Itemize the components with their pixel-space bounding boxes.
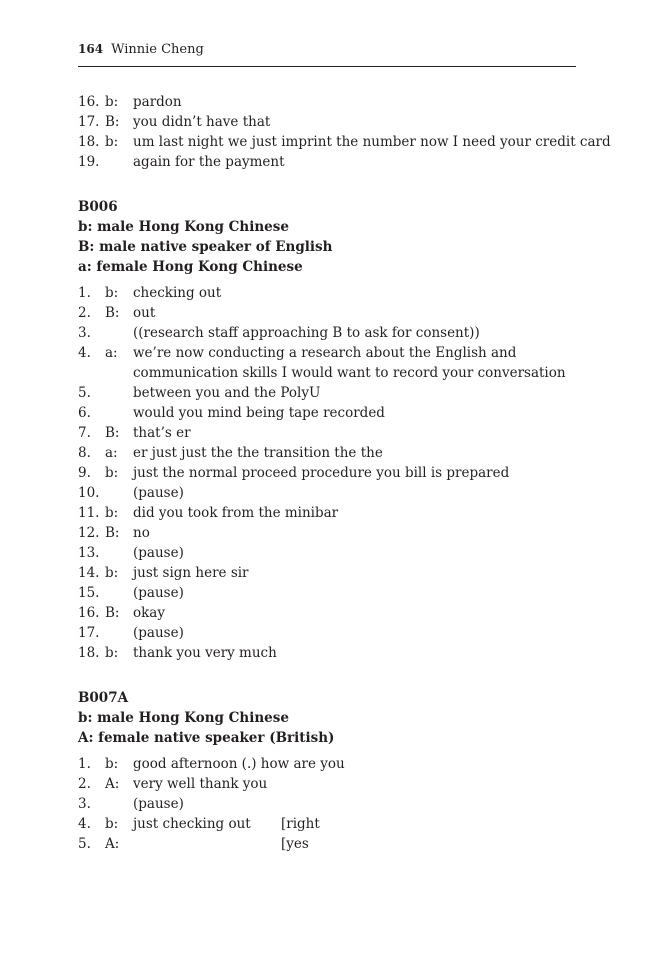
speaker-label: b: xyxy=(105,645,119,661)
line-number: 4. xyxy=(78,816,91,832)
speaker-label: B: xyxy=(105,525,120,541)
transcript-line xyxy=(78,754,576,774)
line-number: 13. xyxy=(78,545,100,561)
transcript-line xyxy=(78,623,576,643)
utterance-text: very well thank you xyxy=(133,776,268,792)
line-number: 1. xyxy=(78,756,91,772)
speaker-label: b: xyxy=(105,465,119,481)
page-number: 164 xyxy=(78,42,104,56)
overlap-marker-text: [yes xyxy=(281,836,309,852)
transcript-line xyxy=(78,774,576,794)
b007a-transcript-lines xyxy=(78,754,576,854)
line-number: 12. xyxy=(78,525,100,541)
line-number: 14. xyxy=(78,565,100,581)
line-number: 7. xyxy=(78,425,91,441)
utterance-text: thank you very much xyxy=(133,645,277,661)
line-number: 8. xyxy=(78,445,91,461)
transcript-line xyxy=(78,423,576,443)
speaker-label: B: xyxy=(105,114,120,130)
section-heading: B007A xyxy=(78,690,129,706)
line-number: 4. xyxy=(78,345,91,361)
running-header xyxy=(78,42,576,67)
speaker-label: b: xyxy=(105,94,119,110)
line-number: 18. xyxy=(78,134,100,150)
transcript-line xyxy=(78,383,576,403)
line-number: 3. xyxy=(78,796,91,812)
transcript-line xyxy=(78,643,576,663)
section-b007a-header xyxy=(78,688,576,748)
transcript-line xyxy=(78,603,576,623)
line-number: 16. xyxy=(78,94,100,110)
speaker-label: b: xyxy=(105,816,119,832)
speaker-label: B: xyxy=(105,605,120,621)
speaker-label: B: xyxy=(105,425,120,441)
transcript-line xyxy=(78,152,576,172)
line-number: 3. xyxy=(78,325,91,341)
participant-line: a: female Hong Kong Chinese xyxy=(78,259,303,275)
utterance-text: um last night we just imprint the number now I need your credit card xyxy=(133,134,611,150)
utterance-text: er just just the the transition the the xyxy=(133,445,383,461)
section-heading: B006 xyxy=(78,199,118,215)
utterance-text: just sign here sir xyxy=(133,565,249,581)
line-number: 10. xyxy=(78,485,100,501)
speaker-label: B: xyxy=(105,305,120,321)
speaker-label: b: xyxy=(105,565,119,581)
utterance-text: okay xyxy=(133,605,165,621)
participant-line: b: male Hong Kong Chinese xyxy=(78,710,289,726)
participant-line: B: male native speaker of English xyxy=(78,239,333,255)
line-number: 18. xyxy=(78,645,100,661)
speaker-label: b: xyxy=(105,134,119,150)
speaker-label: b: xyxy=(105,505,119,521)
line-number: 9. xyxy=(78,465,91,481)
overlap-marker-text: [right xyxy=(281,816,320,832)
speaker-label: b: xyxy=(105,285,119,301)
previous-transcript-lines xyxy=(78,92,611,172)
utterance-text: (pause) xyxy=(133,485,184,501)
b006-transcript-lines xyxy=(78,283,576,663)
section-b006-header xyxy=(78,197,576,277)
transcript-line xyxy=(78,283,576,303)
transcript-line xyxy=(78,794,576,814)
speaker-label: b: xyxy=(105,756,119,772)
utterance-text: out xyxy=(133,305,156,321)
line-number: 2. xyxy=(78,776,91,792)
utterance-text: (pause) xyxy=(133,545,184,561)
transcript-line xyxy=(78,583,576,603)
utterance-text: good afternoon (.) how are you xyxy=(133,756,345,772)
speaker-label: A: xyxy=(105,776,120,792)
transcript-line xyxy=(78,303,576,323)
transcript-line xyxy=(78,543,576,563)
transcript-line xyxy=(78,403,576,423)
transcript-line xyxy=(78,363,576,383)
speaker-label: A: xyxy=(105,836,120,852)
utterance-text: just the normal proceed procedure you bill is prepared xyxy=(133,465,510,481)
utterance-text: ((research staff approaching B to ask for consent)) xyxy=(133,325,480,341)
utterance-text: again for the payment xyxy=(133,154,285,170)
utterance-text: that’s er xyxy=(133,425,191,441)
speaker-label: a: xyxy=(105,445,118,461)
transcript-line xyxy=(78,814,576,834)
transcript-line xyxy=(78,323,576,343)
participant-line: A: female native speaker (British) xyxy=(78,730,335,746)
line-number: 17. xyxy=(78,625,100,641)
transcript-line xyxy=(78,343,576,363)
participant-line: b: male Hong Kong Chinese xyxy=(78,219,289,235)
utterance-text: (pause) xyxy=(133,585,184,601)
utterance-text: you didn’t have that xyxy=(133,114,271,130)
transcript-line xyxy=(78,112,576,132)
line-number: 1. xyxy=(78,285,91,301)
utterance-text: (pause) xyxy=(133,796,184,812)
transcript-line xyxy=(78,834,576,854)
utterance-text: communication skills I would want to record your conversation xyxy=(133,365,566,381)
transcript-line xyxy=(78,483,576,503)
line-number: 6. xyxy=(78,405,91,421)
utterance-text: we’re now conducting a research about the English and xyxy=(133,345,517,361)
utterance-text: (pause) xyxy=(133,625,184,641)
utterance-text: would you mind being tape recorded xyxy=(133,405,385,421)
transcript-line xyxy=(78,463,576,483)
utterance-text: between you and the PolyU xyxy=(133,385,321,401)
running-head-author: Winnie Cheng xyxy=(111,42,204,57)
utterance-text: did you took from the minibar xyxy=(133,505,339,521)
line-number: 16. xyxy=(78,605,100,621)
line-number: 17. xyxy=(78,114,100,130)
speaker-label: a: xyxy=(105,345,118,361)
utterance-text: no xyxy=(133,525,150,541)
line-number: 15. xyxy=(78,585,100,601)
transcript-line xyxy=(78,132,611,152)
utterance-text: checking out xyxy=(133,285,222,301)
transcript-line xyxy=(78,523,576,543)
utterance-text: just checking out xyxy=(133,816,251,832)
utterance-text: pardon xyxy=(133,94,182,110)
transcript-line xyxy=(78,443,576,463)
line-number: 5. xyxy=(78,836,91,852)
line-number: 19. xyxy=(78,154,100,170)
transcript-line xyxy=(78,503,576,523)
line-number: 5. xyxy=(78,385,91,401)
transcript-body xyxy=(78,92,611,854)
line-number: 11. xyxy=(78,505,100,521)
transcript-line xyxy=(78,92,576,112)
line-number: 2. xyxy=(78,305,91,321)
transcript-line xyxy=(78,563,576,583)
